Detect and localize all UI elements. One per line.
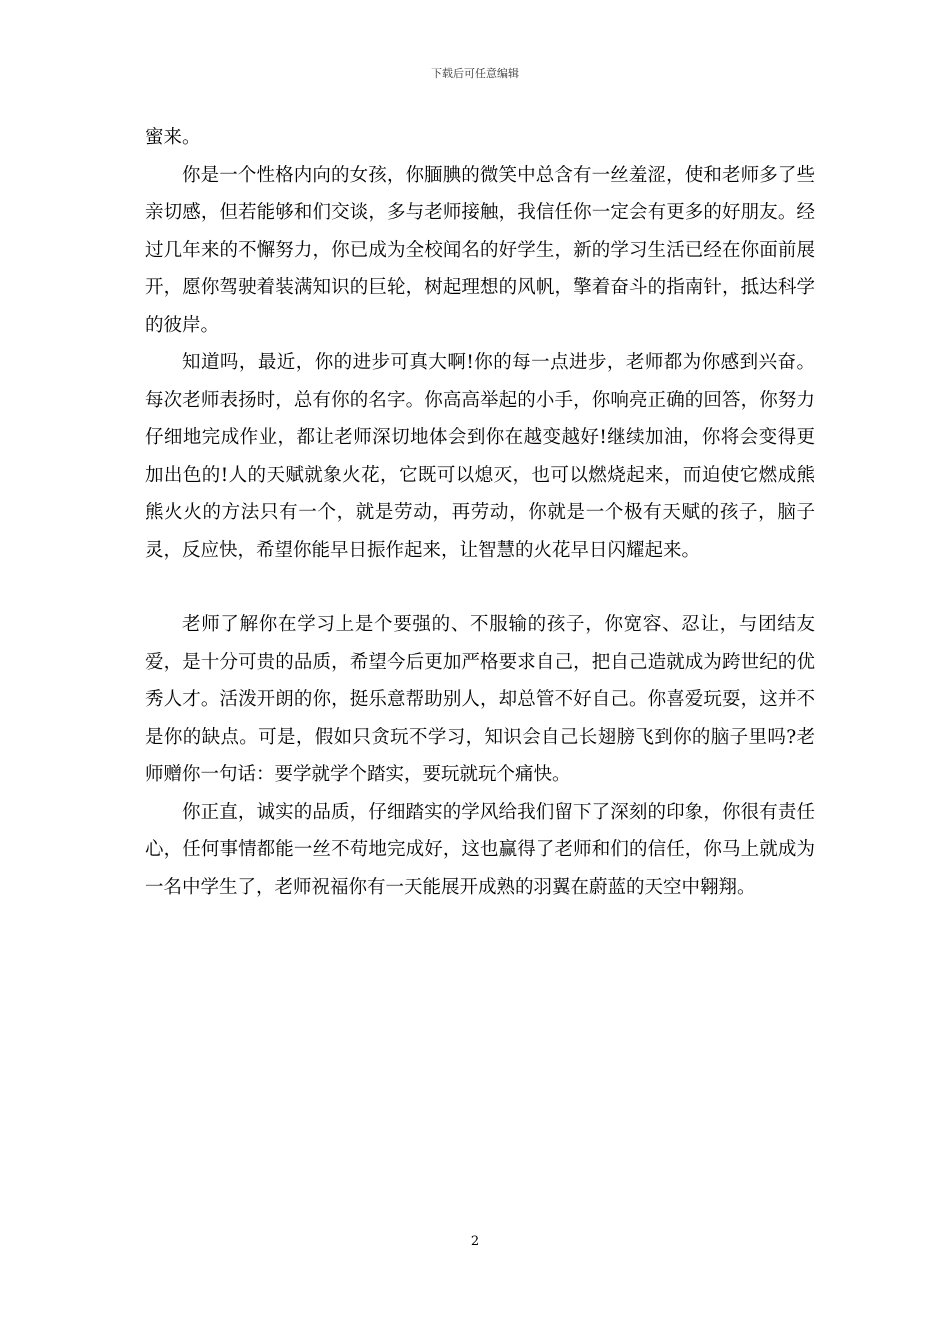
paragraph-comment-competitive: 老师了解你在学习上是个要强的、不服输的孩子，你宽容、忍让，与团结友爱，是十分可贵的品质，希望今后更加严格要求自己，把自己造就成为跨世纪的优秀人才。活泼开朗的你，挺乐意帮助别人，却总管不好自己。你喜爱玩耍，这并不是你的缺点。可是，假如只贪玩不学习，知识会自己长翅膀飞到你的脑子里吗?老师赠你一句话：要学就学个踏实，要玩就玩个痛快。 bbox=[145, 614, 815, 785]
document-body bbox=[145, 119, 815, 906]
paragraph-spacer bbox=[145, 569, 815, 606]
page-header: 下载后可任意编辑 bbox=[431, 67, 519, 80]
paragraph-continuation: 蜜来。 bbox=[145, 127, 201, 148]
paragraph-comment-progress: 知道吗，最近，你的进步可真大啊!你的每一点进步，老师都为你感到兴奋。每次老师表扬时，总有你的名字。你高高举起的小手，你响亮正确的回答，你努力仔细地完成作业，都让老师深切地体会到你在越变越好!继续加油，你将会变得更加出色的!人的天赋就象火花，它既可以熄灭，也可以燃烧起来，而迫使它燃成熊熊火火的方法只有一个，就是劳动，再劳动，你就是一个极有天赋的孩子，脑子灵，反应快，希望你能早日振作起来，让智慧的火花早日闪耀起来。 bbox=[145, 352, 816, 561]
page-number: 2 bbox=[470, 1234, 480, 1249]
paragraph-comment-honest: 你正直，诚实的品质，仔细踏实的学风给我们留下了深刻的印象，你很有责任心，任何事情都能一丝不苟地完成好，这也赢得了老师和们的信任，你马上就成为一名中学生了，老师祝福你有一天能展开成熟的羽翼在蔚蓝的天空中翱翔。 bbox=[145, 801, 815, 898]
paragraph-comment-introverted-girl: 你是一个性格内向的女孩，你腼腆的微笑中总含有一丝羞涩，使和老师多了些亲切感，但若能够和们交谈，多与老师接触，我信任你一定会有更多的好朋友。经过几年来的不懈努力，你已成为全校闻名的好学生，新的学习生活已经在你面前展开，愿你驾驶着装满知识的巨轮，树起理想的风帆，擎着奋斗的指南针，抵达科学的彼岸。 bbox=[145, 164, 815, 336]
